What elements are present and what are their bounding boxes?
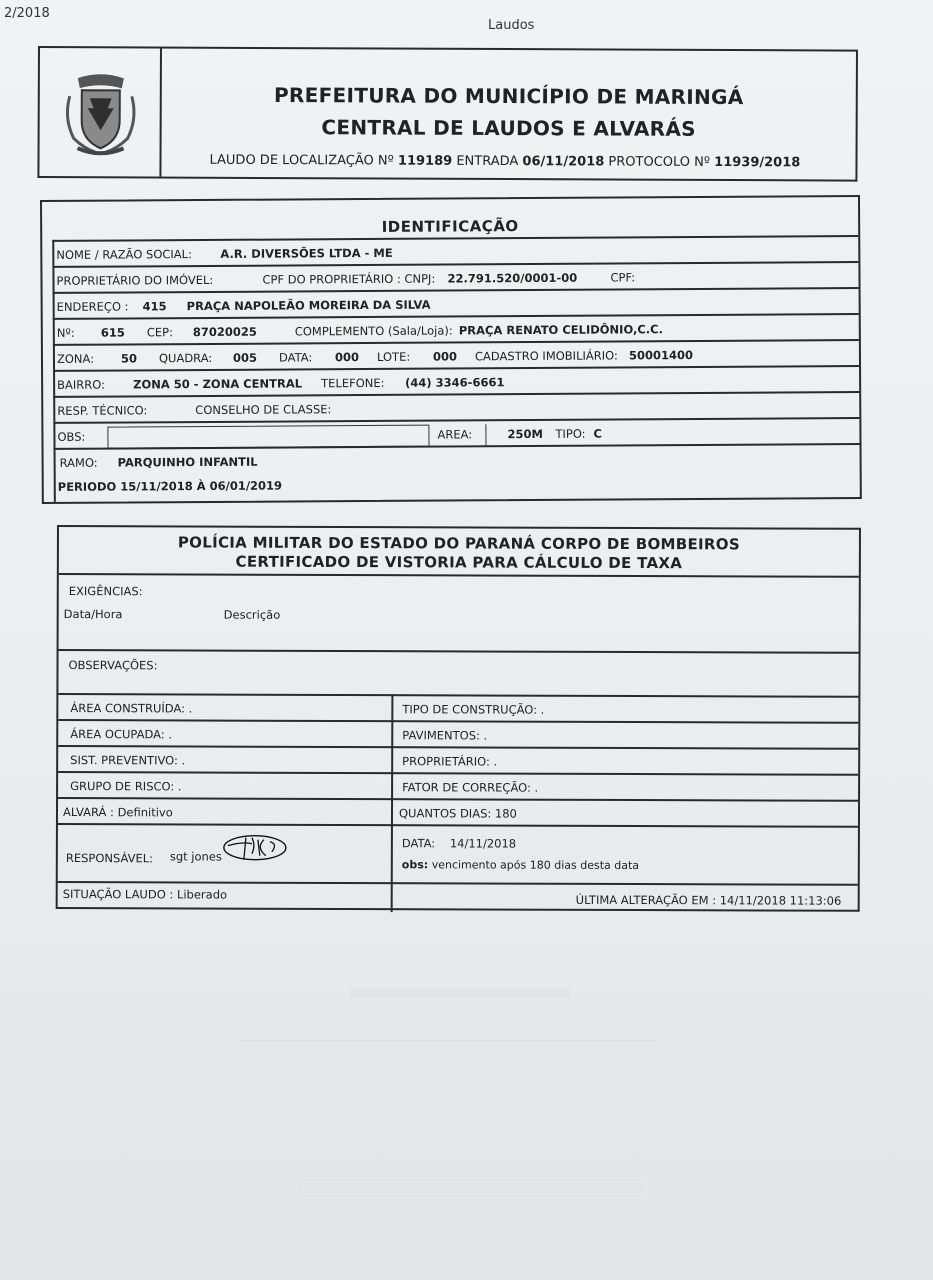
resp-tecnico-label: RESP. TÉCNICO: (57, 403, 148, 418)
nome-label: NOME / RAZÃO SOCIAL: (56, 247, 192, 262)
divider (58, 881, 858, 886)
protocolo-number: 11939/2018 (714, 154, 801, 171)
vistoria-obs (402, 858, 639, 872)
divider (58, 797, 858, 802)
data-value: 000 (334, 350, 360, 365)
observacoes-label: OBSERVAÇÕES: (68, 658, 158, 673)
endereco-value: PRAÇA NAPOLEÃO MOREIRA DA SILVA (186, 297, 431, 314)
situacao-laudo: SITUAÇÃO LAUDO : Liberado (62, 887, 228, 902)
periodo: PERIODO 15/11/2018 À 06/01/2019 (57, 478, 283, 494)
tipo-construcao: TIPO DE CONSTRUÇÃO: . (402, 702, 545, 717)
vistoria-data-label: DATA: (401, 836, 436, 851)
cpf-prop-label: CPF DO PROPRIETÁRIO : CNPJ: (262, 271, 436, 287)
cadastro-value: 50001400 (628, 348, 694, 363)
divider (58, 823, 858, 828)
bombeiros-title-line1: POLÍCIA MILITAR DO ESTADO DO PARANÁ CORPO DE BOMBEIROS (177, 533, 740, 554)
maringa-coat-of-arms-icon (56, 68, 146, 158)
fator-correcao: FATOR DE CORREÇÃO: . (402, 780, 539, 795)
divider (58, 719, 858, 724)
zona-value: 50 (120, 351, 138, 366)
area-label: AREA: (437, 427, 473, 442)
endereco-label: ENDEREÇO : (56, 299, 129, 314)
divider (59, 573, 859, 578)
area-ocupada: ÁREA OCUPADA: . (70, 727, 173, 742)
bombeiros-title-line2: CERTIFICADO DE VISTORIA PARA CÁLCULO DE TAXA (235, 552, 683, 573)
numero-value: 615 (100, 325, 125, 340)
page-corner-text: 2/2018 (4, 6, 50, 21)
sist-preventivo: SIST. PREVENTIVO: . (70, 753, 186, 768)
protocolo-label: PROTOCOLO Nº (608, 154, 711, 170)
obs-label: OBS: (57, 429, 86, 444)
vistoria-data (402, 836, 516, 850)
row-ramo (54, 443, 860, 502)
cnpj-value: 22.791.520/0001-00 (447, 270, 578, 286)
cep-label: CEP: (146, 325, 173, 340)
laudo-number: 119189 (397, 153, 453, 169)
tipo-label: TIPO: (555, 426, 586, 441)
entrada-date: 06/11/2018 (522, 154, 605, 170)
grupo-risco: GRUPO DE RISCO: . (70, 779, 182, 794)
endereco-num: 415 (142, 299, 167, 314)
header-title-line1: PREFEITURA DO MUNICÍPIO DE MARINGÁ (273, 83, 744, 110)
nome-value: A.R. DIVERSÕES LTDA - ME (220, 245, 393, 261)
laudo-label: LAUDO DE LOCALIZAÇÃO Nº (209, 152, 394, 169)
complemento-label: COMPLEMENTO (Sala/Loja): (294, 323, 453, 339)
zona-label: ZONA: (56, 351, 95, 366)
divider (58, 745, 858, 750)
quadra-label: QUADRA: (158, 350, 213, 366)
bleed-through-box (300, 1180, 642, 1196)
lote-value: 000 (432, 349, 458, 364)
signature-icon (222, 830, 288, 866)
bairro-value: ZONA 50 - ZONA CENTRAL (133, 376, 303, 392)
ramo-value: PARQUINHO INFANTIL (117, 454, 258, 470)
datahora-label: Data/Hora (63, 607, 123, 622)
cpf-label: CPF: (610, 270, 636, 285)
vistoria-data-value: 14/11/2018 (449, 836, 517, 851)
bleed-through-mark (350, 988, 570, 998)
lote-label: LOTE: (376, 349, 411, 364)
cadastro-label: CADASTRO IMOBILIÁRIO: (474, 348, 618, 364)
column-divider (391, 694, 394, 912)
telefone-label: TELEFONE: (321, 375, 385, 391)
ramo-label: RAMO: (59, 455, 98, 470)
divider (59, 649, 859, 654)
responsavel-label: RESPONSÁVEL: (65, 851, 154, 866)
responsavel-value: sgt jones (169, 849, 222, 864)
exigencias-label: EXIGÊNCIAS: (68, 584, 143, 599)
area-divider (485, 424, 486, 446)
identificacao-box (40, 195, 862, 504)
conselho-label: CONSELHO DE CLASSE: (195, 402, 332, 418)
quadra-value: 005 (232, 350, 258, 365)
entrada-label: ENTRADA (456, 153, 519, 170)
document-title: Laudos (488, 18, 535, 33)
pavimentos: PAVIMENTOS: . (402, 728, 488, 743)
ultima-alteracao: ÚLTIMA ALTERAÇÃO EM : 14/11/2018 11:13:06 (575, 892, 842, 908)
bairro-label: BAIRRO: (57, 377, 106, 392)
vistoria-obs-label: obs: (401, 858, 429, 872)
descricao-label: Descrição (223, 607, 281, 622)
quantos-dias: QUANTOS DIAS: 180 (398, 806, 517, 821)
identificacao-title: IDENTIFICAÇÃO (381, 217, 519, 236)
data-label: DATA: (278, 350, 313, 365)
logo-cell (39, 48, 162, 177)
bombeiros-box (56, 525, 861, 912)
vistoria-obs-value: vencimento após 180 dias desta data (431, 858, 640, 873)
header-title-line2: CENTRAL DE LAUDOS E ALVARÁS (321, 115, 696, 141)
tipo-value: C (593, 426, 602, 441)
divider (58, 693, 858, 698)
header-box (37, 46, 858, 182)
numero-label: Nº: (56, 325, 75, 340)
area-construida: ÁREA CONSTRUÍDA: . (70, 701, 193, 716)
proprietario-label: PROPRIETÁRIO DO IMÓVEL: (56, 272, 214, 288)
area-value: 250M (507, 426, 543, 442)
laudo-info-line (209, 153, 800, 171)
alvara: ALVARÁ : Definitivo (62, 805, 173, 820)
cep-value: 87020025 (192, 324, 257, 340)
complemento-value: PRAÇA RENATO CELIDÔNIO,C.C. (458, 322, 663, 338)
bleed-through-line (240, 1040, 660, 1041)
divider (58, 771, 858, 776)
proprietario: PROPRIETÁRIO: . (402, 754, 498, 769)
telefone-value: (44) 3346-6661 (405, 375, 505, 390)
